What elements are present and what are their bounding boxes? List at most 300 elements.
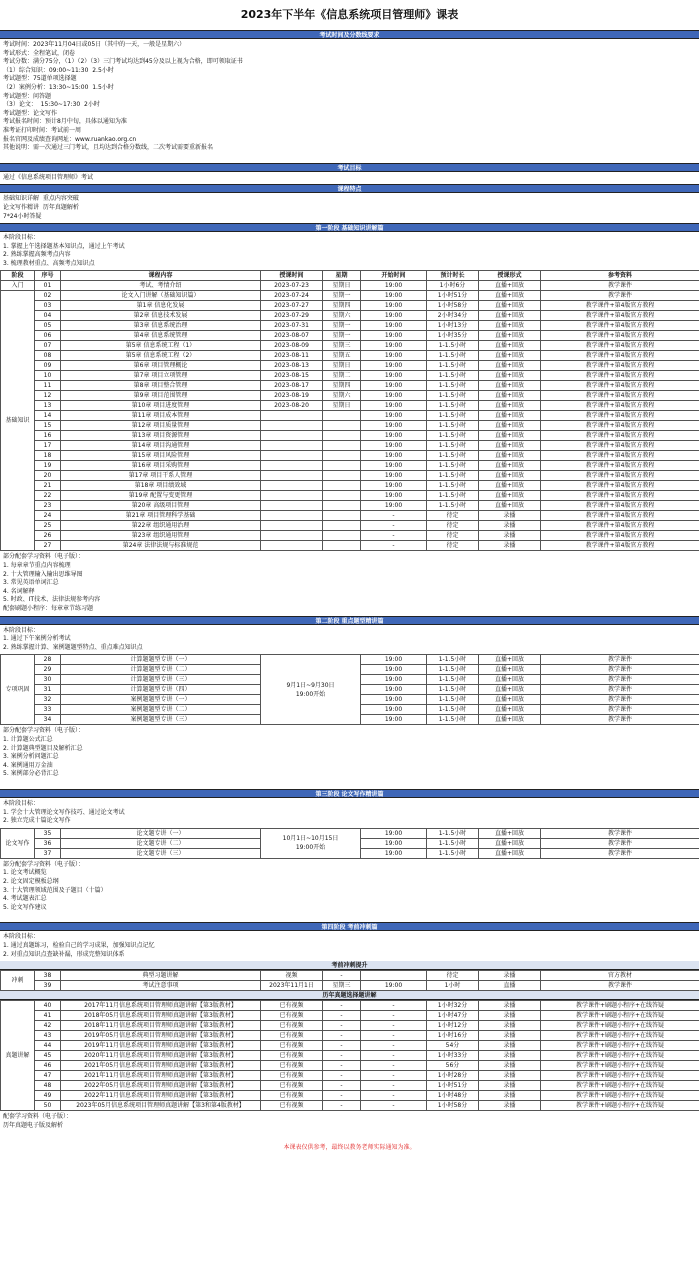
- text-line: 3. 常见英语单词汇总: [3, 579, 59, 587]
- format: 录播: [479, 531, 541, 541]
- start-time: 19:00: [361, 705, 427, 715]
- format: 直播+回放: [479, 411, 541, 421]
- text-line: 部分配套学习资料（电子版）：: [3, 553, 85, 561]
- reference: 教学课件: [541, 281, 699, 291]
- course-content: 第17章 项目干系人管理: [61, 471, 261, 481]
- table-row: [1, 1101, 699, 1111]
- start-time: 19:00: [361, 451, 427, 461]
- table-row: [1, 1001, 699, 1011]
- start-time: -: [361, 1091, 427, 1101]
- format: 录播: [479, 541, 541, 551]
- course-content: 第2章 信息技术发展: [61, 311, 261, 321]
- goal-text: [0, 172, 699, 185]
- row-number: 05: [35, 321, 61, 331]
- duration: 1-1.5小时: [427, 441, 479, 451]
- format: 录播: [479, 1031, 541, 1041]
- duration: 1-1.5小时: [427, 501, 479, 511]
- start-time: 19:00: [361, 655, 427, 665]
- course-date: [261, 481, 323, 491]
- course-content: 第9章 项目范围管理: [61, 391, 261, 401]
- text-line: 3. 案例分析问题汇总: [3, 753, 59, 761]
- reference: 教学课件+第4版官方教程: [541, 531, 699, 541]
- course-date: [261, 451, 323, 461]
- course-date: 2023-08-19: [261, 391, 323, 401]
- course-weekday: 星期六: [323, 391, 361, 401]
- reference: 教学课件+第4版官方教程: [541, 491, 699, 501]
- table-row: [1, 971, 699, 981]
- table-row: [1, 655, 699, 665]
- duration: 1小时13分: [427, 321, 479, 331]
- format: 直播+回放: [479, 381, 541, 391]
- stage2-materials: [0, 725, 699, 781]
- stage1-materials: [0, 551, 699, 615]
- course-weekday: 星期日: [323, 361, 361, 371]
- course-content: 第12章 项目质量管理: [61, 421, 261, 431]
- course-content: 第6章 项目管理概论: [61, 361, 261, 371]
- course-date: [261, 471, 323, 481]
- column-header: 星期: [323, 271, 361, 281]
- course-date: 视频: [261, 971, 323, 981]
- format: 直播+回放: [479, 351, 541, 361]
- course-date: 已有视频: [261, 1031, 323, 1041]
- duration: 1-1.5小时: [427, 401, 479, 411]
- reference: 教学课件: [541, 828, 699, 838]
- table-row: [1, 281, 699, 291]
- course-weekday: -: [323, 1061, 361, 1071]
- course-content: 论文入门讲解（基础知识篇）: [61, 291, 261, 301]
- duration: 1-1.5小时: [427, 838, 479, 848]
- start-time: -: [361, 1001, 427, 1011]
- exam-review-table: [0, 1000, 699, 1111]
- duration: 1小时58分: [427, 301, 479, 311]
- text-line: 考试题型：论文写作: [3, 109, 58, 117]
- row-number: 20: [35, 471, 61, 481]
- course-date: 2023-08-11: [261, 351, 323, 361]
- row-number: 42: [35, 1021, 61, 1031]
- table-row: [1, 1041, 699, 1051]
- course-content: 第7章 项目立项管理: [61, 371, 261, 381]
- text-line: 本阶段目标：: [3, 626, 40, 634]
- format: 录播: [479, 1091, 541, 1101]
- start-time: [361, 971, 427, 981]
- duration: 1-1.5小时: [427, 655, 479, 665]
- date-range-time: 19:00开始: [295, 844, 326, 852]
- course-content: 第19章 配置与变更管理: [61, 491, 261, 501]
- text-line: 2. 计算题典型题目及解析汇总: [3, 744, 83, 752]
- exam-info-text: [0, 39, 699, 155]
- row-number: 23: [35, 501, 61, 511]
- course-content: 第5章 信息系统工程（2）: [61, 351, 261, 361]
- table-row: [1, 331, 699, 341]
- duration: 54分: [427, 1041, 479, 1051]
- table-row: [1, 471, 699, 481]
- text-line: 报名官网及成绩查询网址：www.ruankao.org.cn: [3, 135, 137, 143]
- table-row: [1, 511, 699, 521]
- table-row: [1, 451, 699, 461]
- start-time: 19:00: [361, 491, 427, 501]
- row-number: 15: [35, 421, 61, 431]
- text-line: （3）论文： 15:30~17:30 2小时: [3, 101, 100, 109]
- table-row: [1, 391, 699, 401]
- reference: 教学课件+第4版官方教程: [541, 481, 699, 491]
- table-row: [1, 301, 699, 311]
- course-date: [261, 541, 323, 551]
- text-line: （1）综合知识：09:00~11:30 2.5小时: [3, 66, 114, 74]
- row-number: 47: [35, 1071, 61, 1081]
- course-content: 2022年11月信息系统项目管理师真题讲解【第3版教材】: [61, 1091, 261, 1101]
- table-row: [1, 311, 699, 321]
- course-weekday: [323, 421, 361, 431]
- row-number: 32: [35, 695, 61, 705]
- row-number: 36: [35, 838, 61, 848]
- duration: 1小时48分: [427, 1091, 479, 1101]
- course-date: 已有视频: [261, 1071, 323, 1081]
- reference: 官方教材: [541, 971, 699, 981]
- course-content: 第18章 项目绩效域: [61, 481, 261, 491]
- reference: 教学课件+刷题小程序+在线答疑: [541, 1101, 699, 1111]
- reference: 教学课件: [541, 848, 699, 858]
- reference: 教学课件+刷题小程序+在线答疑: [541, 1001, 699, 1011]
- duration: 1-1.5小时: [427, 471, 479, 481]
- table-row: [1, 421, 699, 431]
- column-header: 开始时间: [361, 271, 427, 281]
- duration: 1-1.5小时: [427, 411, 479, 421]
- row-number: 16: [35, 431, 61, 441]
- duration: 2小时34分: [427, 311, 479, 321]
- course-content: 第11章 项目成本管理: [61, 411, 261, 421]
- format: 直播+回放: [479, 361, 541, 371]
- course-weekday: -: [323, 1011, 361, 1021]
- duration: 1-1.5小时: [427, 685, 479, 695]
- stage-label: 专项巩固: [1, 655, 35, 725]
- format: 直播+回放: [479, 331, 541, 341]
- text-line: 5. 案例部分必背汇总: [3, 770, 59, 778]
- features-text: [0, 193, 699, 223]
- stage-label: 基础知识: [1, 291, 35, 551]
- course-content: 第21章 项目管理科学基础: [61, 511, 261, 521]
- course-date: 2023-08-13: [261, 361, 323, 371]
- start-time: 19:00: [361, 311, 427, 321]
- column-header: 预计时长: [427, 271, 479, 281]
- start-time: 19:00: [361, 301, 427, 311]
- course-content: 第8章 项目整合管理: [61, 381, 261, 391]
- stage3-table: [0, 828, 699, 859]
- text-line: 1. 计算题公式汇总: [3, 736, 53, 743]
- course-date: [261, 411, 323, 421]
- reference: 教学课件+第4版官方教程: [541, 471, 699, 481]
- duration: 1-1.5小时: [427, 848, 479, 858]
- text-line: 本阶段目标：: [3, 933, 40, 941]
- text-line: 7*24小时答疑: [3, 212, 42, 220]
- reference: 教学课件+第4版官方教程: [541, 391, 699, 401]
- course-weekday: [323, 511, 361, 521]
- start-time: -: [361, 531, 427, 541]
- stage4-materials: [0, 1111, 699, 1132]
- duration: 待定: [427, 511, 479, 521]
- course-content: 第16章 项目采购管理: [61, 461, 261, 471]
- format: 录播: [479, 1011, 541, 1021]
- format: 录播: [479, 521, 541, 531]
- course-date: 已有视频: [261, 1021, 323, 1031]
- duration: 1-1.5小时: [427, 715, 479, 725]
- text-line: 1. 掌握上午选择题基本知识点，通过上午考试: [3, 242, 125, 250]
- reference: 教学课件+第4版官方教程: [541, 511, 699, 521]
- text-line: 4. 考试题表汇总: [3, 895, 47, 903]
- format: 直播+回放: [479, 321, 541, 331]
- table-row: [1, 351, 699, 361]
- text-line: 1. 学会十大管理论文写作技巧、通过论文考试: [3, 808, 125, 816]
- table-row: [1, 441, 699, 451]
- row-number: 30: [35, 675, 61, 685]
- course-weekday: 星期日: [323, 401, 361, 411]
- table-row: [1, 491, 699, 501]
- course-date: 2023年11月1日: [261, 981, 323, 991]
- start-time: 19:00: [361, 421, 427, 431]
- row-number: 45: [35, 1051, 61, 1061]
- start-time: 19:00: [361, 715, 427, 725]
- row-number: 37: [35, 848, 61, 858]
- page-title: 2023年下半年《信息系统项目管理师》课表: [240, 8, 459, 21]
- table-row: [1, 321, 699, 331]
- reference: 教学课件+刷题小程序+在线答疑: [541, 1041, 699, 1051]
- format: 录播: [479, 1041, 541, 1051]
- format: 直播+回放: [479, 715, 541, 725]
- text-line: 3. 十大管理领域范围及子题目（十篇）: [3, 886, 107, 894]
- row-number: 27: [35, 541, 61, 551]
- start-time: 19:00: [361, 371, 427, 381]
- course-weekday: 星期四: [323, 301, 361, 311]
- course-content: 2020年11月信息系统项目管理师真题讲解【第3版教材】: [61, 1051, 261, 1061]
- course-content: 论文题专讲（三）: [61, 848, 261, 858]
- format: 录播: [479, 1071, 541, 1081]
- duration: 1-1.5小时: [427, 351, 479, 361]
- duration: 1-1.5小时: [427, 431, 479, 441]
- stage3-materials: [0, 859, 699, 915]
- row-number: 46: [35, 1061, 61, 1071]
- text-line: 4. 名词解释: [3, 587, 35, 595]
- duration: 1-1.5小时: [427, 828, 479, 838]
- start-time: -: [361, 1101, 427, 1111]
- stage-label: 冲刺: [1, 971, 35, 991]
- exam-review-header: 历年真题选择题讲解: [0, 991, 699, 1000]
- column-header: 授课形式: [479, 271, 541, 281]
- course-date: 2023-08-20: [261, 401, 323, 411]
- course-date: 2023-07-29: [261, 311, 323, 321]
- start-time: -: [361, 541, 427, 551]
- table-row: [1, 1061, 699, 1071]
- stage1-goals: [0, 232, 699, 270]
- course-weekday: 星期三: [323, 981, 361, 991]
- text-line: 历年真题电子版及解析: [3, 1121, 64, 1129]
- row-number: 34: [35, 715, 61, 725]
- text-line: 部分配套学习资料（电子版）：: [3, 860, 85, 868]
- start-time: 19:00: [361, 291, 427, 301]
- start-time: 19:00: [361, 361, 427, 371]
- format: 直播+回放: [479, 431, 541, 441]
- course-weekday: 星期三: [323, 341, 361, 351]
- row-number: 18: [35, 451, 61, 461]
- table-row: [1, 431, 699, 441]
- text-line: 2. 对重点知识点查缺补漏，形成完整知识体系: [3, 950, 125, 958]
- start-time: 19:00: [361, 281, 427, 291]
- table-row: [1, 1081, 699, 1091]
- duration: 待定: [427, 521, 479, 531]
- row-number: 44: [35, 1041, 61, 1051]
- course-date: 2023-07-23: [261, 281, 323, 291]
- course-weekday: 星期二: [323, 371, 361, 381]
- course-content: 2018年05月信息系统项目管理师真题讲解【第3版教材】: [61, 1011, 261, 1021]
- course-content: 2019年11月信息系统项目管理师真题讲解【第3版教材】: [61, 1041, 261, 1051]
- course-date: 2023-07-31: [261, 321, 323, 331]
- course-date: 2023-08-07: [261, 331, 323, 341]
- start-time: 19:00: [361, 391, 427, 401]
- start-time: 19:00: [361, 471, 427, 481]
- reference: 教学课件+第4版官方教程: [541, 361, 699, 371]
- row-number: 43: [35, 1031, 61, 1041]
- course-content: 第20章 高级项目管理: [61, 501, 261, 511]
- course-weekday: 星期五: [323, 351, 361, 361]
- reference: 教学课件+第4版官方教程: [541, 521, 699, 531]
- row-number: 31: [35, 685, 61, 695]
- duration: 1-1.5小时: [427, 451, 479, 461]
- start-time: -: [361, 1061, 427, 1071]
- duration: 1-1.5小时: [427, 371, 479, 381]
- course-date: [261, 431, 323, 441]
- course-date: 2023-08-09: [261, 341, 323, 351]
- format: 录播: [479, 1081, 541, 1091]
- table-row: [1, 1091, 699, 1101]
- date-range: [261, 828, 361, 858]
- row-number: 12: [35, 391, 61, 401]
- course-weekday: [323, 491, 361, 501]
- format: 直播+回放: [479, 705, 541, 715]
- text-line: 1. 通过真题练习，检验自己的学习成果，加强知识点记忆: [3, 941, 155, 949]
- table-row: [1, 501, 699, 511]
- format: 直播+回放: [479, 401, 541, 411]
- format: 录播: [479, 1001, 541, 1011]
- text-line: 2. 熟练掌握高频考点内容: [3, 251, 71, 259]
- reference: 教学课件+刷题小程序+在线答疑: [541, 1061, 699, 1071]
- text-line: 1. 每章章节重点内容梳理: [3, 562, 71, 570]
- row-number: 17: [35, 441, 61, 451]
- reference: 教学课件+第4版官方教程: [541, 381, 699, 391]
- table-row: [1, 828, 699, 838]
- row-number: 14: [35, 411, 61, 421]
- course-date: [261, 421, 323, 431]
- start-time: -: [361, 1051, 427, 1061]
- text-line: 2. 熟练掌握计算、案例题题型特点、重点难点知识点: [3, 643, 143, 651]
- text-line: 2. 论文固定模板总纲: [3, 877, 59, 885]
- course-weekday: -: [323, 1031, 361, 1041]
- start-time: 19:00: [361, 401, 427, 411]
- course-date: 2023-08-15: [261, 371, 323, 381]
- course-date: [261, 501, 323, 511]
- course-content: 2021年05月信息系统项目管理师真题讲解【第3版教材】: [61, 1061, 261, 1071]
- course-weekday: -: [323, 1081, 361, 1091]
- sprint-table: [0, 970, 699, 991]
- row-number: 22: [35, 491, 61, 501]
- duration: 1小时6分: [427, 281, 479, 291]
- course-content: 2022年05月信息系统项目管理师真题讲解【第3版教材】: [61, 1081, 261, 1091]
- course-weekday: -: [323, 1051, 361, 1061]
- course-weekday: -: [323, 1071, 361, 1081]
- stage1-header: 第一阶段 基础知识讲解篇: [0, 223, 699, 232]
- start-time: 19:00: [361, 431, 427, 441]
- start-time: 19:00: [361, 695, 427, 705]
- reference: 教学课件+刷题小程序+在线答疑: [541, 1011, 699, 1021]
- course-date: [261, 441, 323, 451]
- row-number: 11: [35, 381, 61, 391]
- text-line: 考试时间：2023年11月04日或05日（其中的一天，一般是星期六）: [3, 41, 186, 48]
- duration: 1-1.5小时: [427, 705, 479, 715]
- duration: 1-1.5小时: [427, 341, 479, 351]
- row-number: 24: [35, 511, 61, 521]
- reference: 教学课件: [541, 838, 699, 848]
- reference: 教学课件+第4版官方教程: [541, 321, 699, 331]
- row-number: 38: [35, 971, 61, 981]
- table-row: [1, 1011, 699, 1021]
- duration: 1-1.5小时: [427, 665, 479, 675]
- reference: 教学课件: [541, 695, 699, 705]
- reference: 教学课件+第4版官方教程: [541, 371, 699, 381]
- course-content: 第14章 项目沟通管理: [61, 441, 261, 451]
- text-line: 通过《信息系统项目管理师》考试: [3, 173, 94, 181]
- table-row: [1, 981, 699, 991]
- text-line: 考试题型：75道单项选择题: [3, 75, 77, 83]
- row-number: 48: [35, 1081, 61, 1091]
- text-line: 1. 通过下午案例分析考试: [3, 635, 71, 643]
- row-number: 08: [35, 351, 61, 361]
- start-time: 19:00: [361, 341, 427, 351]
- reference: 教学课件+第4版官方教程: [541, 411, 699, 421]
- format: 直播+回放: [479, 461, 541, 471]
- start-time: 19:00: [361, 461, 427, 471]
- table-row: [1, 291, 699, 301]
- column-header: 课程内容: [61, 271, 261, 281]
- reference: 教学课件+刷题小程序+在线答疑: [541, 1071, 699, 1081]
- text-line: 其他说明：需一次通过三门考试，且均达到合格分数线，二次考试需要重新报名: [3, 144, 214, 152]
- reference: 教学课件: [541, 981, 699, 991]
- start-time: 19:00: [361, 838, 427, 848]
- duration: 1-1.5小时: [427, 675, 479, 685]
- course-content: 第3章 信息系统治理: [61, 321, 261, 331]
- text-line: 论文写作精讲 历年真题解析: [3, 203, 79, 211]
- text-line: 4. 案例通用万金油: [3, 761, 53, 769]
- format: 直播+回放: [479, 471, 541, 481]
- stage2-header: 第二阶段 重点题型精讲篇: [0, 616, 699, 625]
- format: 直播+回放: [479, 421, 541, 431]
- course-content: 计算题题型专讲（二）: [61, 665, 261, 675]
- format: 直播+回放: [479, 301, 541, 311]
- duration: 1小时51分: [427, 291, 479, 301]
- text-line: 配套学习资料（电子版）：: [3, 1113, 73, 1121]
- duration: 1-1.5小时: [427, 421, 479, 431]
- reference: 教学课件+第4版官方教程: [541, 311, 699, 321]
- format: 录播: [479, 1061, 541, 1071]
- course-content: 第24章 法律法规与标准规范: [61, 541, 261, 551]
- duration: 待定: [427, 971, 479, 981]
- format: 直播+回放: [479, 665, 541, 675]
- row-number: 40: [35, 1001, 61, 1011]
- stage2-table: [0, 654, 699, 725]
- reference: 教学课件+刷题小程序+在线答疑: [541, 1051, 699, 1061]
- format: 直播+回放: [479, 441, 541, 451]
- course-content: 2021年11月信息系统项目管理师真题讲解【第3版教材】: [61, 1071, 261, 1081]
- row-number: 35: [35, 828, 61, 838]
- course-date: 2023-07-24: [261, 291, 323, 301]
- course-weekday: -: [323, 1041, 361, 1051]
- row-number: 28: [35, 655, 61, 665]
